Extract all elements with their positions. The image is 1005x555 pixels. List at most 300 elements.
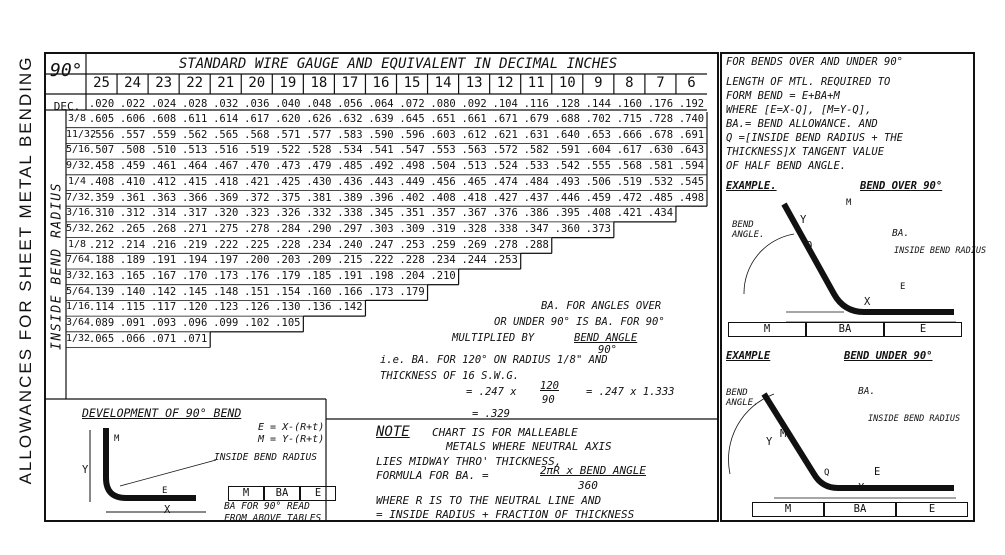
table-cell: .319: [430, 222, 456, 235]
table-cell: .510: [150, 144, 177, 157]
table-cell: .222: [213, 238, 239, 251]
dec-value: .092: [461, 98, 487, 110]
table-cell: .493: [554, 175, 580, 188]
side-line: FORM BEND = E+BA+M: [726, 90, 840, 102]
table-cell: .507: [88, 144, 115, 157]
table-cell: .185: [306, 270, 332, 282]
table-cell: .191: [337, 270, 363, 282]
table-cell: .651: [430, 113, 456, 125]
table-cell: .360: [554, 222, 580, 235]
table-cell: .612: [461, 128, 487, 141]
side-title: ALLOWANCES FOR SHEET METAL BENDING: [16, 55, 35, 485]
dev-strip-m: M: [228, 486, 264, 501]
dec-value: .128: [554, 98, 580, 110]
gauge-header-17: 17: [341, 75, 359, 91]
table-cell: .653: [585, 128, 611, 141]
development-formula-e: E = X-(R+t): [258, 422, 325, 433]
strip1-m: M: [728, 322, 806, 337]
table-cell: .096: [182, 317, 208, 330]
table-cell: .359: [88, 191, 115, 204]
table-cell: .513: [461, 160, 487, 173]
gauge-header-18: 18: [310, 75, 328, 91]
table-cell: .582: [523, 144, 549, 157]
gauge-header-19: 19: [279, 75, 297, 91]
note-heading: NOTE: [376, 424, 410, 440]
example1-m: M: [846, 198, 852, 208]
table-cell: .373: [585, 222, 611, 235]
table-cell: .740: [678, 113, 705, 125]
table-cell: .303: [368, 222, 394, 235]
table-cell: .408: [585, 207, 611, 220]
table-cell: .247: [368, 238, 394, 251]
table-cell: .228: [275, 238, 301, 251]
gauge-header-11: 11: [527, 75, 545, 91]
example1-y: Y: [800, 214, 807, 226]
table-cell: .421: [616, 207, 643, 220]
table-cell: .173: [213, 270, 239, 282]
table-cell: .626: [306, 113, 332, 125]
example2-x: X: [858, 482, 865, 494]
table-cell: .691: [678, 128, 705, 141]
table-cell: .386: [523, 207, 549, 220]
table-cell: .470: [244, 160, 270, 173]
note-line4: FORMULA FOR BA. =: [376, 469, 489, 482]
table-cell: .372: [244, 191, 270, 204]
table-cell: .427: [492, 191, 518, 204]
table-cell: .091: [119, 317, 146, 330]
table-cell: .179: [399, 285, 425, 298]
development-note1: BA FOR 90° READ: [224, 501, 310, 512]
table-cell: .367: [461, 207, 487, 220]
table-cell: .117: [150, 301, 177, 314]
table-cell: .474: [492, 175, 518, 188]
table-cell: .645: [399, 113, 425, 125]
table-cell: .415: [182, 175, 208, 188]
table-cell: .492: [368, 160, 394, 173]
dec-label: DEC.: [53, 100, 81, 113]
table-cell: .194: [182, 254, 208, 267]
table-cell: .369: [213, 191, 239, 204]
table-cell: .253: [399, 238, 425, 251]
example1-title: BEND OVER 90°: [860, 180, 943, 192]
table-cell: .290: [306, 222, 332, 235]
table-cell: .408: [430, 191, 456, 204]
table-cell: .312: [119, 207, 146, 220]
table-cell: .395: [554, 207, 580, 220]
side-line: Q =[INSIDE BEND RADIUS + THE: [726, 132, 904, 144]
development-radius-label: INSIDE BEND RADIUS: [214, 452, 317, 463]
table-cell: .571: [275, 128, 301, 141]
radius-label: 3/32: [66, 270, 91, 281]
development-formula-m: M = Y-(R+t): [258, 434, 325, 445]
table-cell: .139: [88, 285, 115, 298]
radius-label: 9/32: [66, 160, 91, 172]
table-cell: .568: [616, 160, 643, 173]
table-cell: .357: [430, 207, 456, 220]
table-cell: .338: [492, 222, 518, 235]
table-cell: .148: [213, 285, 239, 298]
table-cell: .678: [647, 128, 674, 141]
table-cell: .449: [399, 175, 425, 188]
table-cell: .120: [182, 301, 208, 314]
table-cell: .253: [492, 254, 518, 267]
table-cell: .614: [213, 113, 239, 125]
radius-label: 3/16: [66, 207, 91, 219]
table-cell: .262: [88, 222, 115, 235]
note-line5: WHERE R IS TO THE NEUTRAL LINE AND: [376, 494, 602, 507]
gauge-chart: [44, 52, 719, 522]
strip1-e: E: [884, 322, 962, 337]
table-cell: .661: [461, 113, 487, 125]
note-formula-num: 2πR x BEND ANGLE: [540, 464, 646, 477]
gauge-header-12: 12: [496, 75, 514, 91]
example1-label: EXAMPLE.: [726, 180, 777, 192]
side-line: OF HALF BEND ANGLE.: [726, 160, 847, 172]
table-cell: .516: [213, 144, 239, 157]
development-y: Y: [82, 464, 89, 476]
note-formula-den: 360: [578, 479, 598, 492]
example2-e: E: [874, 466, 881, 478]
dec-value: .104: [492, 98, 518, 110]
ba-note-line6c: 90: [542, 394, 555, 406]
table-cell: .234: [430, 254, 456, 267]
table-cell: .434: [647, 207, 674, 220]
table-cell: .679: [523, 113, 549, 125]
dev-strip-e: E: [300, 486, 336, 501]
development-title: DEVELOPMENT OF 90° BEND: [82, 406, 242, 420]
dec-value: .176: [647, 98, 674, 110]
table-cell: .446: [554, 191, 580, 204]
example2-q: Q: [824, 468, 830, 478]
table-cell: .472: [616, 191, 643, 204]
table-cell: .464: [182, 160, 208, 173]
radius-label: 7/32: [66, 191, 91, 203]
table-cell: .071: [182, 332, 208, 345]
table-cell: .557: [119, 128, 146, 141]
table-cell: .688: [554, 113, 580, 125]
ba-note-line6d: = .247 x 1.333: [586, 386, 675, 398]
example1-x: X: [864, 296, 871, 308]
table-cell: .459: [585, 191, 611, 204]
table-cell: .288: [523, 238, 549, 251]
gauge-header-24: 24: [124, 75, 141, 91]
table-cell: .278: [244, 222, 270, 235]
table-cell: .425: [275, 175, 301, 188]
table-cell: .320: [213, 207, 239, 220]
table-cell: .204: [399, 270, 425, 282]
radius-label: 5/64: [66, 285, 91, 297]
table-cell: .459: [119, 160, 146, 173]
table-cell: .244: [461, 254, 487, 267]
table-cell: .581: [647, 160, 674, 173]
table-cell: .309: [399, 222, 425, 235]
table-cell: .275: [213, 222, 239, 235]
table-cell: .216: [150, 238, 177, 251]
example2-title: BEND UNDER 90°: [844, 350, 933, 362]
gauge-header-7: 7: [656, 75, 665, 91]
table-cell: .485: [337, 160, 363, 173]
table-cell: .461: [150, 160, 177, 173]
table-cell: .345: [368, 207, 394, 220]
table-cell: .430: [306, 175, 332, 188]
table-cell: .485: [647, 191, 674, 204]
table-cell: .210: [430, 270, 456, 282]
table-cell: .284: [275, 222, 301, 235]
ba-note-line1: BA. FOR ANGLES OVER: [541, 300, 662, 312]
table-cell: .465: [461, 175, 487, 188]
table-cell: .519: [616, 175, 643, 188]
table-cell: .728: [647, 113, 674, 125]
table-cell: .065: [88, 332, 115, 345]
dec-value: .036: [244, 98, 270, 110]
table-cell: .130: [275, 301, 301, 314]
table-cell: .214: [119, 238, 146, 251]
table-cell: .418: [461, 191, 487, 204]
bend-under-diagram: [724, 364, 974, 504]
table-cell: .553: [430, 144, 456, 157]
table-cell: .639: [368, 113, 394, 125]
table-cell: .212: [88, 238, 115, 251]
table-cell: .437: [523, 191, 549, 204]
gauge-header-14: 14: [434, 75, 452, 91]
table-cell: .436: [337, 175, 363, 188]
table-cell: .166: [337, 285, 363, 298]
example2-bend-angle: BEND ANGLE.: [726, 388, 759, 408]
table-cell: .671: [492, 113, 518, 125]
table-cell: .715: [616, 113, 643, 125]
example1-q: Q: [806, 240, 813, 252]
radius-label: 3/8: [67, 113, 87, 124]
table-cell: .215: [337, 254, 363, 267]
table-cell: .188: [88, 254, 115, 267]
ba-note-line4: i.e. BA. FOR 120° ON RADIUS 1/8" AND: [380, 354, 608, 366]
note-line1: CHART IS FOR MALLEABLE: [432, 426, 578, 439]
table-cell: .115: [119, 301, 146, 314]
gauge-header-16: 16: [372, 75, 390, 91]
gauge-header-20: 20: [248, 75, 266, 91]
table-cell: .617: [244, 113, 270, 125]
table-cell: .151: [244, 285, 270, 298]
table-cell: .594: [678, 160, 705, 173]
table-cell: .222: [368, 254, 394, 267]
table-cell: .479: [306, 160, 332, 173]
side-line: WHERE [E=X-Q], [M=Y-Q],: [726, 104, 872, 116]
table-cell: .154: [275, 285, 301, 298]
table-cell: .528: [306, 144, 332, 157]
table-cell: .102: [244, 317, 270, 330]
table-cell: .632: [337, 113, 363, 125]
table-cell: .165: [119, 270, 146, 282]
table-cell: .219: [182, 238, 208, 251]
table-cell: .142: [150, 285, 177, 298]
table-cell: .547: [399, 144, 425, 157]
gauge-header-9: 9: [594, 75, 603, 91]
table-cell: .066: [119, 332, 146, 345]
table-cell: .225: [244, 238, 270, 251]
table-cell: .167: [150, 270, 177, 282]
dec-value: .048: [306, 98, 332, 110]
table-cell: .338: [337, 207, 363, 220]
table-cell: .603: [430, 128, 456, 141]
development-diagram: [76, 420, 246, 520]
table-cell: .347: [523, 222, 549, 235]
table-cell: .533: [523, 160, 549, 173]
table-cell: .278: [492, 238, 518, 251]
table-cell: .170: [182, 270, 208, 282]
gauge-header-15: 15: [403, 75, 421, 91]
table-cell: .189: [119, 254, 146, 267]
table-cell: .563: [461, 144, 487, 157]
gauge-header-21: 21: [217, 75, 235, 91]
side-line: THICKNESS]X TANGENT VALUE: [726, 146, 885, 158]
table-cell: .522: [275, 144, 301, 157]
table-cell: .142: [337, 301, 363, 314]
table-cell: .666: [616, 128, 643, 141]
dec-value: .160: [616, 98, 643, 110]
table-cell: .412: [150, 175, 177, 188]
table-cell: .381: [306, 191, 332, 204]
table-cell: .314: [150, 207, 177, 220]
table-cell: .513: [182, 144, 208, 157]
table-cell: .123: [213, 301, 239, 314]
table-cell: .366: [182, 191, 208, 204]
table-cell: .326: [275, 207, 301, 220]
dev-strip-ba: BA: [264, 486, 300, 501]
table-cell: .532: [647, 175, 674, 188]
table-cell: .136: [306, 301, 332, 314]
strip2-m: M: [752, 502, 824, 517]
strip2-ba: BA: [824, 502, 896, 517]
example2-m: M: [780, 428, 787, 440]
table-cell: .310: [88, 207, 115, 220]
dec-value: .144: [585, 98, 611, 110]
example1-inside-radius: INSIDE BEND RADIUS: [894, 246, 987, 256]
table-cell: .608: [150, 113, 177, 125]
ba-note-line3a: MULTIPLIED BY: [452, 332, 535, 344]
table-cell: .402: [399, 191, 425, 204]
table-cell: .228: [399, 254, 425, 267]
side-panel: [720, 52, 987, 522]
ba-note-line3b: BEND ANGLE: [574, 332, 638, 344]
table-cell: .443: [368, 175, 394, 188]
table-cell: .197: [213, 254, 239, 267]
development-x: X: [164, 504, 171, 516]
table-cell: .375: [275, 191, 301, 204]
table-cell: .559: [150, 128, 177, 141]
table-cell: .297: [337, 222, 363, 235]
side-line: BA.= BEND ALLOWANCE. AND: [726, 118, 878, 130]
example1-e: E: [900, 282, 906, 292]
radius-label: 5/16: [66, 144, 91, 156]
dec-value: .040: [275, 98, 301, 110]
table-cell: .071: [150, 332, 177, 345]
radius-axis-label: INSIDE BEND RADIUS: [49, 182, 65, 350]
table-cell: .604: [585, 144, 611, 157]
table-cell: .473: [275, 160, 301, 173]
table-cell: .534: [337, 144, 363, 157]
table-cell: .605: [88, 113, 115, 125]
example1-bend-angle: BEND ANGLE.: [732, 220, 765, 240]
table-cell: .702: [585, 113, 611, 125]
table-cell: .198: [368, 270, 394, 282]
table-cell: .577: [306, 128, 332, 141]
side-panel-title: FOR BENDS OVER AND UNDER 90°: [726, 56, 904, 68]
header-title: STANDARD WIRE GAUGE AND EQUIVALENT IN DECIMAL INCHES: [178, 56, 618, 72]
note-line6: = INSIDE RADIUS + FRACTION OF THICKNESS: [376, 508, 635, 521]
radius-label: 7/64: [66, 254, 91, 266]
table-cell: .498: [678, 191, 705, 204]
dec-value: .028: [182, 98, 208, 110]
radius-label: 1/4: [67, 175, 87, 187]
dec-value: .020: [88, 98, 115, 110]
dec-value: .072: [399, 98, 425, 110]
table-cell: .643: [678, 144, 705, 157]
gauge-header-10: 10: [558, 75, 576, 91]
table-cell: .568: [244, 128, 270, 141]
table-cell: .456: [430, 175, 456, 188]
table-cell: .099: [213, 317, 239, 330]
dec-value: .116: [523, 98, 549, 110]
table-cell: .562: [182, 128, 208, 141]
table-cell: .140: [119, 285, 146, 298]
table-cell: .572: [492, 144, 518, 157]
table-cell: .631: [523, 128, 549, 141]
development-note2: FROM ABOVE TABLES: [224, 513, 322, 524]
table-cell: .504: [430, 160, 456, 173]
table-cell: .234: [306, 238, 332, 251]
example2-label: EXAMPLE: [726, 350, 771, 362]
table-cell: .269: [461, 238, 487, 251]
radius-label: 5/32: [66, 222, 91, 234]
table-cell: .332: [306, 207, 332, 220]
dec-value: .024: [150, 98, 177, 110]
table-cell: .145: [182, 285, 208, 298]
table-cell: .611: [182, 113, 208, 125]
table-cell: .209: [306, 254, 332, 267]
table-cell: .583: [337, 128, 363, 141]
radius-label: 1/8: [67, 238, 87, 250]
table-cell: .508: [119, 144, 146, 157]
gauge-header-8: 8: [625, 75, 634, 91]
table-cell: .363: [150, 191, 177, 204]
table-cell: .519: [244, 144, 270, 157]
table-cell: .240: [337, 238, 363, 251]
table-cell: .630: [647, 144, 674, 157]
table-cell: .200: [244, 254, 270, 267]
example1-ba: BA.: [892, 228, 910, 239]
development-e: E: [162, 486, 168, 496]
angle-label: 90°: [50, 60, 83, 81]
table-cell: .179: [275, 270, 301, 282]
table-cell: .093: [150, 317, 177, 330]
table-cell: .542: [554, 160, 580, 173]
table-cell: .191: [150, 254, 177, 267]
strip2-e: E: [896, 502, 968, 517]
example2-ba: BA.: [858, 386, 876, 397]
gauge-header-6: 6: [687, 75, 696, 91]
ba-note-line7: = .329: [472, 408, 510, 420]
table-cell: .376: [492, 207, 518, 220]
table-cell: .418: [213, 175, 239, 188]
dec-value: .080: [430, 98, 456, 110]
table-cell: .351: [399, 207, 425, 220]
table-cell: .126: [244, 301, 270, 314]
note-line2: METALS WHERE NEUTRAL AXIS: [446, 440, 612, 453]
table-cell: .389: [337, 191, 363, 204]
ba-note-line6b: 120: [540, 380, 559, 392]
radius-label: 1/16: [66, 301, 91, 313]
gauge-header-23: 23: [155, 75, 173, 91]
